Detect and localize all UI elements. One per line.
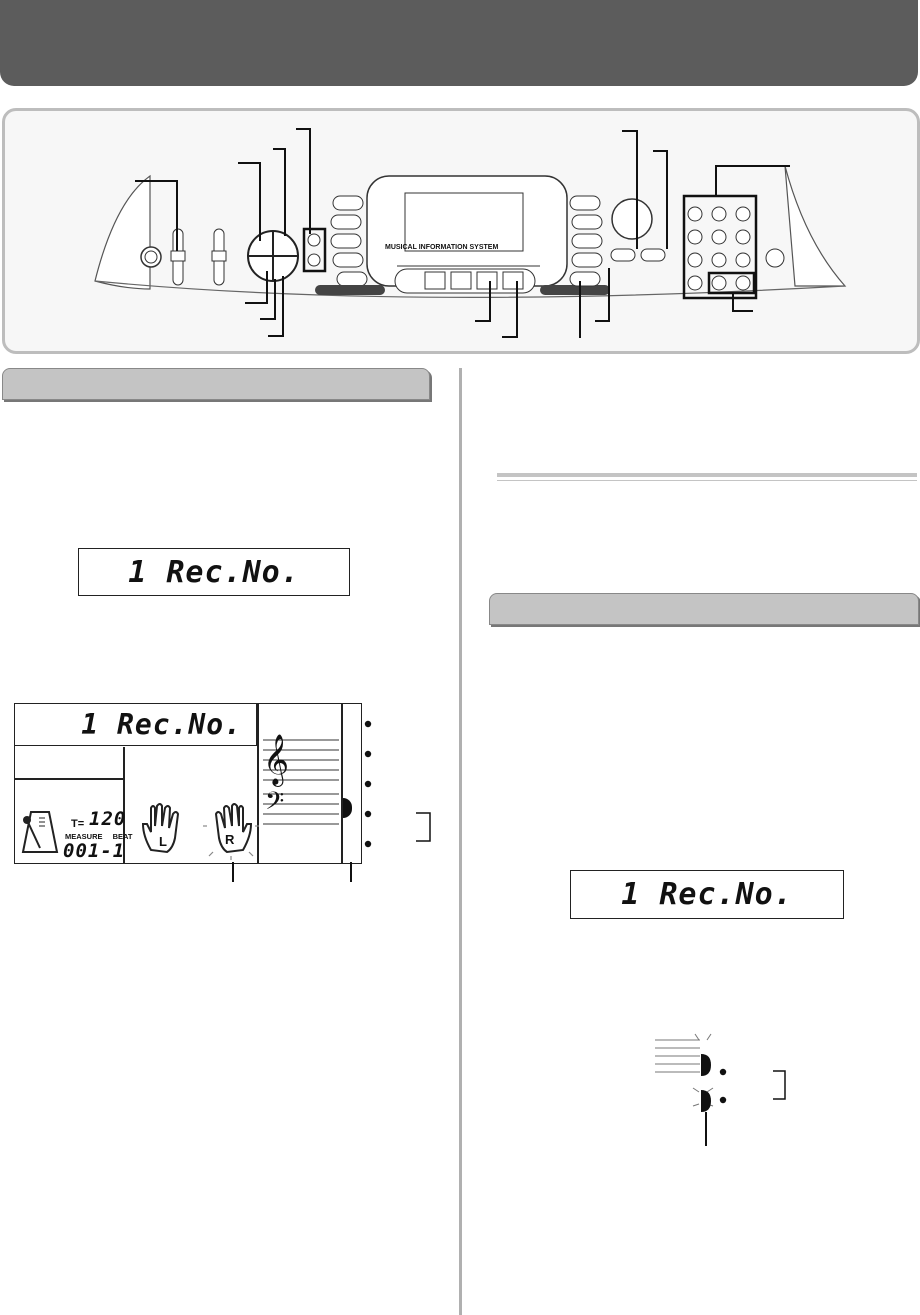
- column-divider: [459, 368, 462, 1315]
- page-header-bar: [0, 0, 918, 86]
- left-section-heading-bar: [2, 368, 430, 400]
- pointer-line: [232, 862, 234, 882]
- metronome-icon: [21, 808, 59, 856]
- record-number-display-2: [570, 870, 844, 919]
- beat-label: BEAT: [112, 832, 133, 841]
- treble-clef-icon: 𝄞: [263, 734, 290, 785]
- subsection-rule-thin: [497, 480, 917, 481]
- music-staff: [259, 722, 341, 832]
- indicator-dots: [362, 716, 438, 848]
- right-hand-label: R: [225, 832, 235, 847]
- lcd-divider: [341, 704, 343, 863]
- keyboard-console-drawing: [5, 111, 917, 351]
- measure-beat-value: 001-1: [63, 840, 126, 862]
- record-number-display: [78, 548, 350, 596]
- full-lcd-display: [14, 703, 362, 864]
- tempo-value: 120: [89, 808, 127, 830]
- subsection-rule: [497, 473, 917, 477]
- record-number-text: 1 Rec.No.: [128, 554, 300, 590]
- bass-clef-icon: 𝄢: [265, 787, 285, 822]
- keyboard-panel-illustration: [2, 108, 920, 354]
- lcd-top-row: [15, 704, 257, 746]
- tempo-label: T=: [71, 818, 85, 830]
- right-hand-icon: [203, 796, 259, 860]
- blinking-indicator-detail: [655, 1028, 805, 1148]
- blinking-indicator: [343, 798, 352, 818]
- left-hand-label: L: [159, 834, 167, 849]
- lcd-record-number-text: 1 Rec.No.: [81, 708, 242, 741]
- measure-label: MEASURE: [65, 832, 103, 841]
- pointer-line: [350, 862, 352, 882]
- right-section-heading-bar: [489, 593, 919, 625]
- lcd-divider: [15, 778, 123, 780]
- record-number-text-2: 1 Rec.No.: [621, 877, 793, 912]
- display-logo: MUSICAL INFORMATION SYSTEM: [385, 244, 499, 251]
